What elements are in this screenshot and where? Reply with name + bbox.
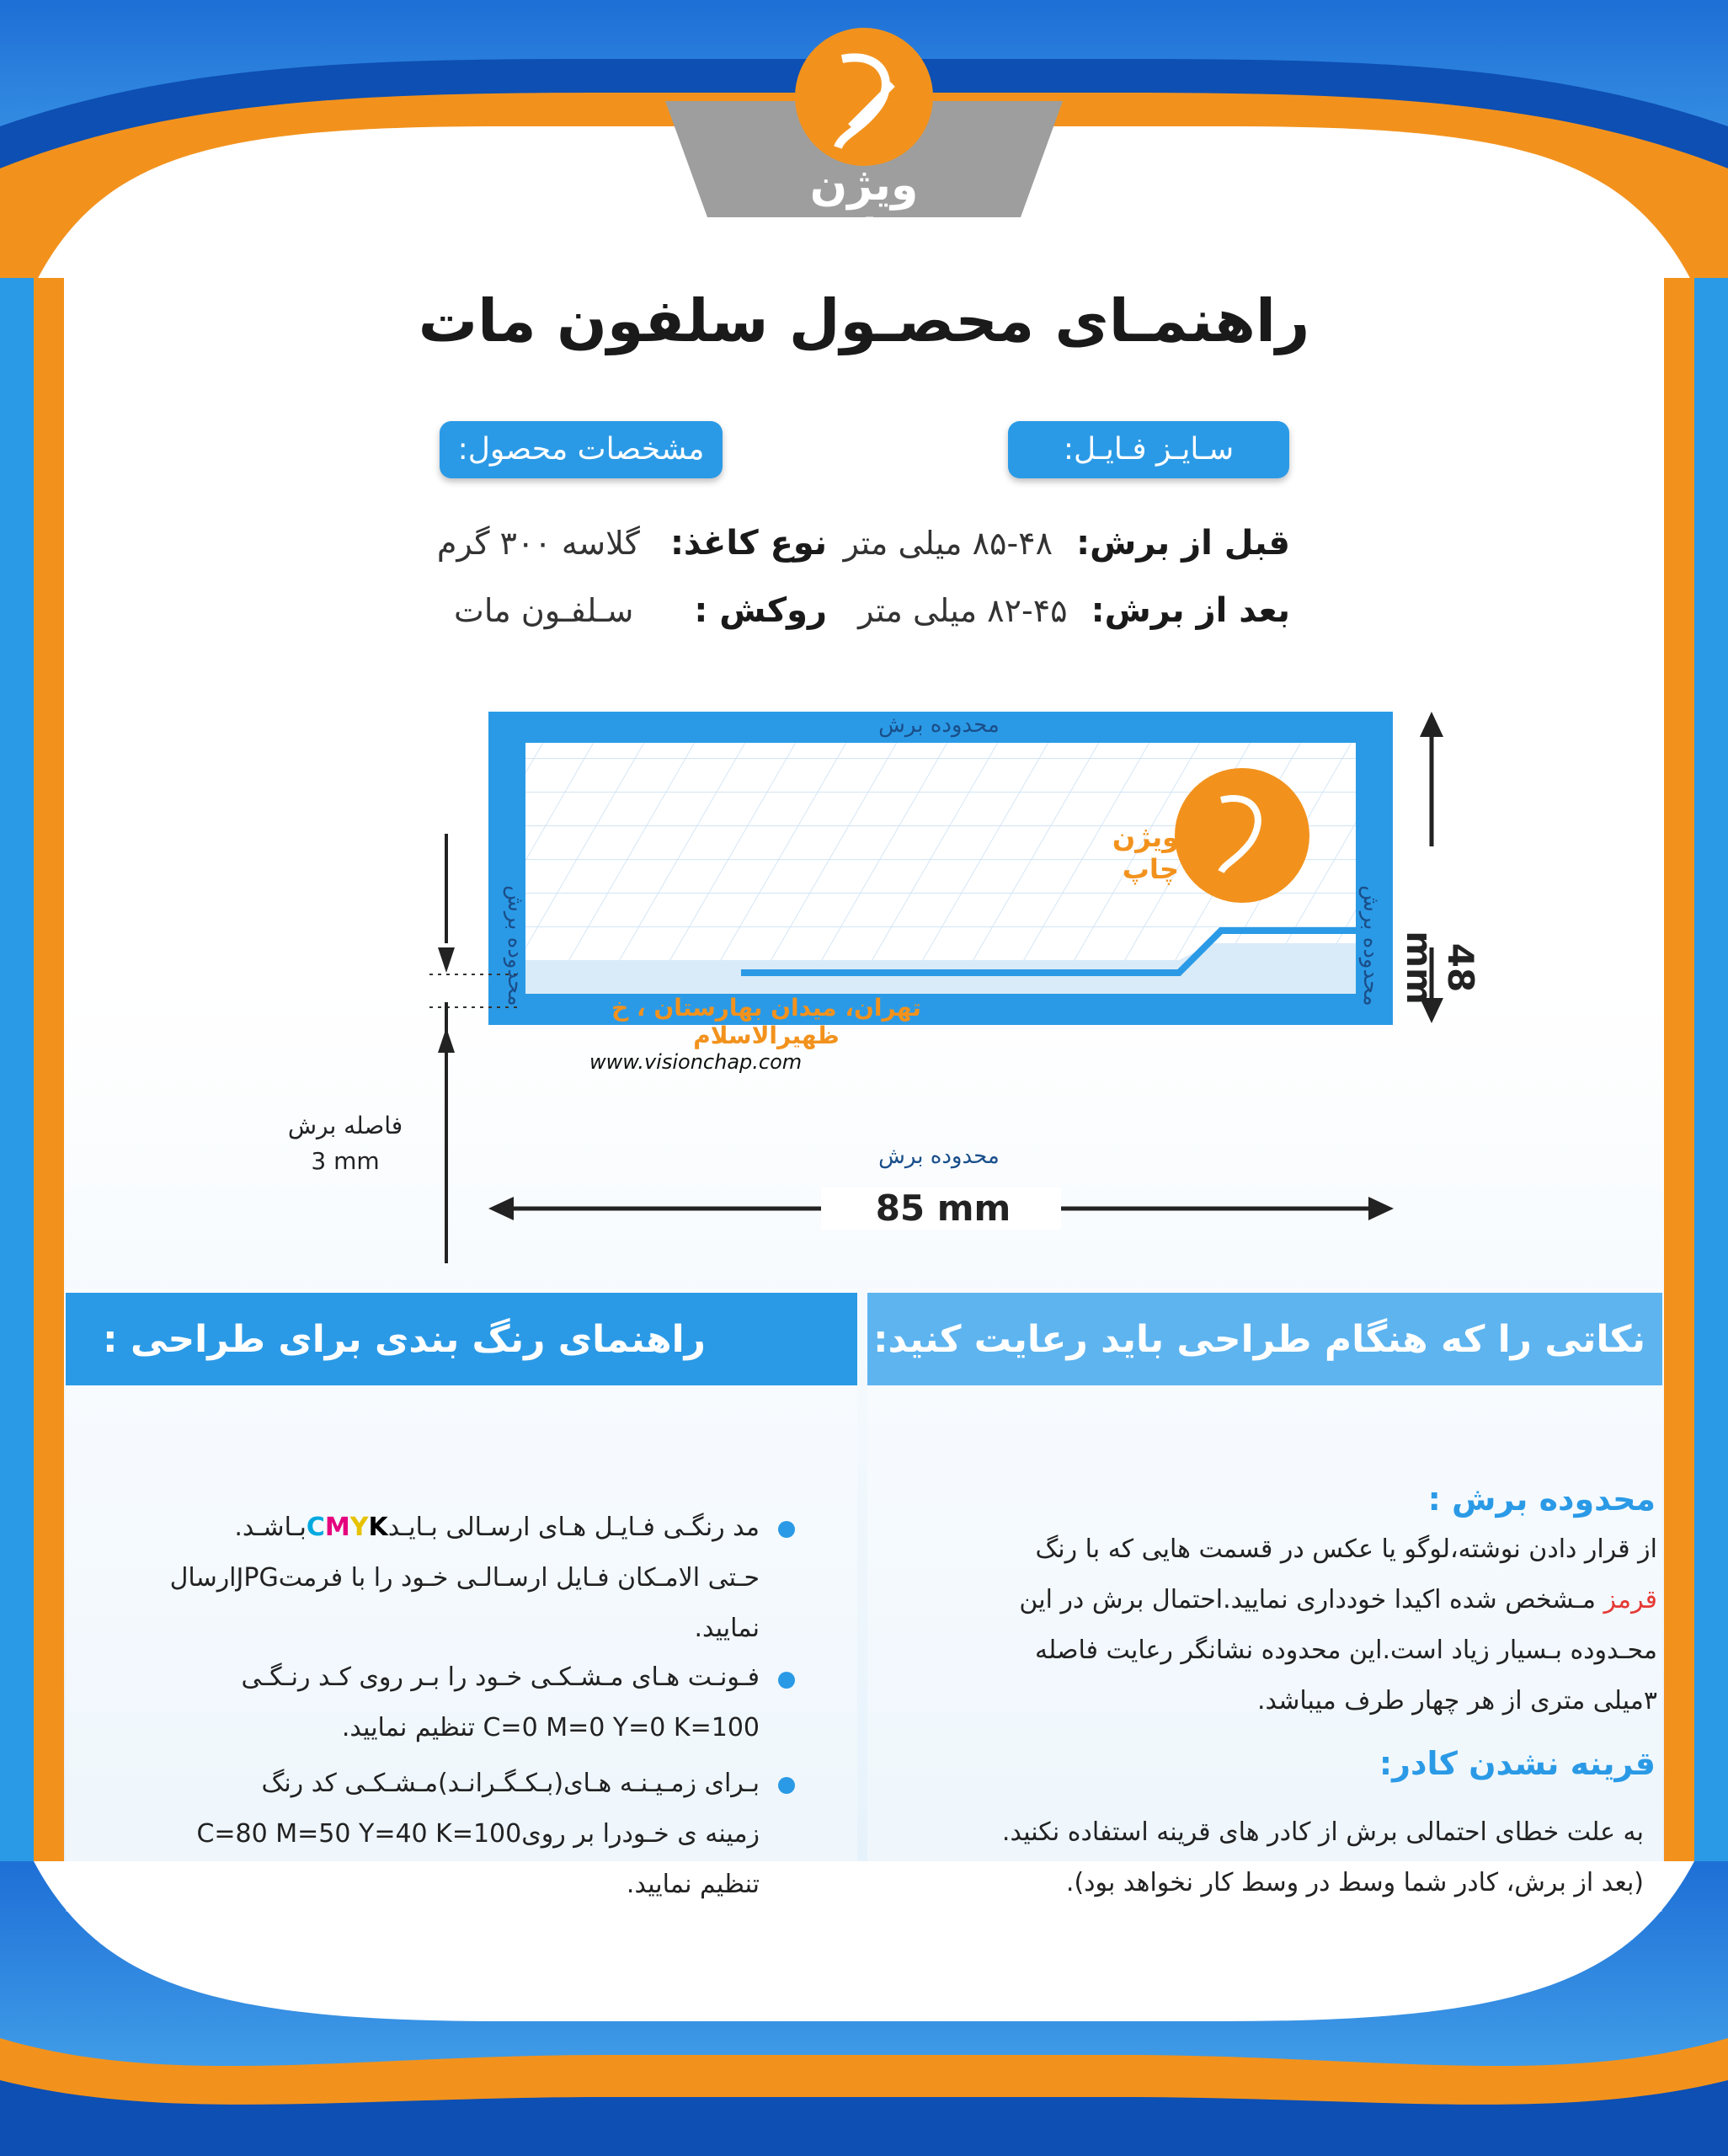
colors-bullet-2: [61, 1652, 760, 1753]
card-brand-name: ویژن چاپ: [1112, 821, 1179, 885]
frame-text: [886, 1807, 1644, 1908]
after-cut-value: ۴۵-۸۲ میلی متر: [858, 592, 1068, 629]
cut-area-text: [899, 1524, 1657, 1726]
colors-bullet-3: [61, 1758, 760, 1910]
frame-line-2: (بعد از برش، کادر شما وسط در وسط کار نخواهد بود).: [1065, 1868, 1644, 1897]
colors-heading: راهنمای رنگ بندی برای طراحی :: [103, 1317, 706, 1361]
b3-line-3: تنظیم نمایید.: [626, 1870, 760, 1899]
b2-line-2: C=0 M=0 Y=0 K=100 تنظیم نمایید.: [341, 1713, 760, 1742]
b2-line-1: فـونـت هـای مـشـکـی خـود را بـر روی کـد رنـگـی: [241, 1662, 760, 1692]
tips-heading: نکاتی را که هنگام طراحی باید رعایت کنید:: [872, 1317, 1645, 1361]
bullet-3: [778, 1777, 795, 1794]
colors-bullet-1: [61, 1502, 760, 1654]
after-cut-row: [858, 591, 1290, 630]
b3-line-2: زمینه ی خـودرا بر رویC=80 M=50 Y=40 K=100: [196, 1819, 760, 1849]
cut-area-label-left: محدوده برش: [503, 885, 528, 1006]
frame-line-1: به علت خطای احتمالی برش از کادر های قرینه استفاده نکنید.: [1001, 1817, 1644, 1847]
red-word: قرمز: [1603, 1585, 1657, 1614]
cmyk-text: CMYK: [306, 1513, 388, 1542]
b1-line-1: [61, 1502, 760, 1553]
coating-label: روکش :: [694, 591, 827, 630]
frame-title: قرینه نشدن کادر:: [1379, 1745, 1656, 1782]
cut-area-label-bottom: محدوده برش: [878, 1144, 1000, 1169]
cut-area-label-right: محدوده برش: [1358, 885, 1384, 1006]
cut-area-title: محدوده برش :: [1427, 1481, 1656, 1518]
cut-line-3: محـدوده بـسیار زیاد است.این محدوده نشانگر رعایت فاصله: [1035, 1636, 1657, 1665]
colors-heading-bar: [66, 1293, 857, 1385]
card-address: تهران، میدان بهارستان ، خ ظهیرالاسلام: [611, 994, 921, 1049]
cut-area-label-top: محدوده برش: [878, 712, 1000, 738]
after-cut-label: بعد از برش:: [1091, 591, 1290, 630]
before-cut-label: قبل از برش:: [1076, 524, 1290, 563]
cut-line-2: [899, 1575, 1657, 1625]
height-dimension-label: 48 mm: [1399, 931, 1481, 1005]
product-spec-pill: مشخصات محصول:: [440, 421, 723, 478]
before-cut-row: [844, 524, 1290, 563]
b1-line-2: حـتی الامـکان فـایل ارسـالـی خـود را با فرمتJPGارسال: [169, 1563, 760, 1593]
paper-row: [437, 524, 827, 563]
cut-gap-value: 3 mm: [311, 1147, 380, 1175]
bullet-2: [778, 1672, 795, 1689]
b1-post: بـاشـد.: [234, 1513, 307, 1542]
file-size-pill: سـایـز فـایـل:: [1008, 421, 1289, 478]
before-cut-value: ۴۸-۸۵ میلی متر: [843, 525, 1053, 562]
b1-line-3: نمایید.: [694, 1614, 760, 1643]
tips-heading-bar: [867, 1293, 1662, 1385]
cut-gap-label: فاصله برش: [287, 1112, 403, 1139]
cut-line-4: ۳میلی متری از هر چهار طرف میباشد.: [1256, 1686, 1657, 1716]
b1-pre: مد رنگـی فـایـل هـای ارسـالی بـایـد: [387, 1513, 760, 1542]
cut-line-2-text: مـشخص شده اکیدا خودداری نمایید.احتمال برش در این: [1019, 1585, 1596, 1614]
width-dimension-label: 85 mm: [875, 1187, 1011, 1229]
page-title: راهنمـای محصـول سلفون مات: [418, 286, 1310, 355]
coating-value: سـلفـون مات: [454, 592, 634, 629]
paper-label: نوع کاغذ:: [669, 524, 827, 563]
card-logo-icon: [1175, 768, 1309, 903]
bullet-1: [778, 1521, 795, 1538]
brand-logo-text: ویژن چاپ: [809, 160, 919, 261]
card-website: www.visionchap.com: [589, 1050, 803, 1074]
cut-line-1: از قرار دادن نوشته،لوگو یا عکس در قسمت هایی که با رنگ: [1035, 1534, 1657, 1564]
coating-row: [454, 591, 827, 630]
paper-value: گلاسه ۳۰۰ گرم: [436, 525, 640, 562]
b3-line-1: بـرای زمـیـنـه هـای(بـکـگـرانـد)مـشـکـی کد رنگ: [261, 1769, 760, 1798]
